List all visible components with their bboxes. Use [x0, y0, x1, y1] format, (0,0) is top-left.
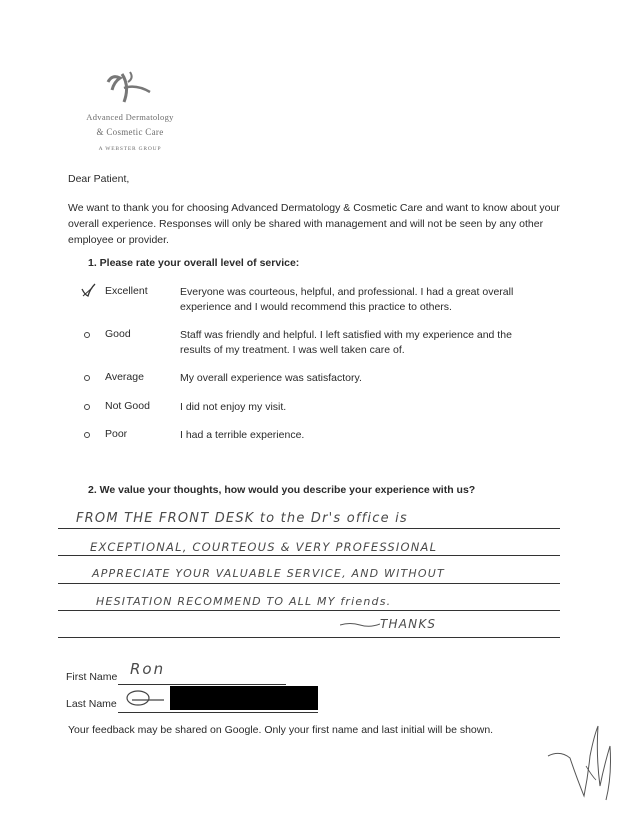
option-label: Average [105, 371, 144, 383]
answer-line [58, 637, 560, 638]
handwritten-answer-line: FROM THE FRONT DESK to the Dr's office is [76, 511, 408, 526]
signature-scribble [540, 716, 620, 816]
option-label: Not Good [105, 400, 150, 412]
answer-line [58, 583, 560, 584]
salutation: Dear Patient, [68, 173, 130, 185]
last-name-field[interactable] [118, 712, 318, 713]
question-2-title: 2. We value your thoughts, how would you describe your experience with us? [88, 484, 476, 496]
first-name-value[interactable]: Ron [130, 660, 166, 678]
logo-tagline: & Cosmetic Care [96, 127, 164, 137]
first-name-field[interactable] [118, 684, 286, 685]
handwritten-answer-line: APPRECIATE YOUR VALUABLE SERVICE, AND WITHOUT [92, 567, 445, 580]
flourish-icon [340, 620, 380, 628]
redaction-box [170, 686, 318, 710]
answer-line [58, 528, 560, 529]
handwritten-thanks: THANKS [380, 617, 437, 631]
last-name-label: Last Name [66, 698, 117, 710]
option-description: Staff was friendly and helpful. I left satisfied with my experience and the results of my treatment. I was well taken care of. [180, 329, 512, 356]
option-description: I did not enjoy my visit. [180, 401, 287, 413]
option-label: Poor [105, 428, 128, 440]
first-name-label: First Name [66, 671, 118, 683]
answer-line [58, 555, 560, 556]
radio-icon[interactable] [80, 371, 94, 384]
option-description: I had a terrible experience. [180, 429, 305, 441]
checkmark-icon[interactable] [80, 285, 94, 302]
handwritten-answer-line: HESITATION RECOMMEND TO ALL MY friends. [96, 595, 392, 608]
footer-note: Your feedback may be shared on Google. Only your first name and last initial will be shown. [68, 724, 494, 736]
answer-line [58, 610, 560, 611]
intro-paragraph: We want to thank you for choosing Advanced Dermatology & Cosmetic Care and want to know about your overall experience. Responses will only be shared with management and will not be seen by any other employee or provider. [68, 202, 560, 246]
option-label: Good [105, 328, 131, 340]
radio-icon[interactable] [80, 428, 94, 441]
option-description: Everyone was courteous, helpful, and professional. I had a great overall experience and I would recommend this practice to others. [180, 286, 514, 313]
question-1-title: 1. Please rate your overall level of service: [88, 257, 300, 269]
handwritten-answer-line: EXCEPTIONAL, COURTEOUS & VERY PROFESSIONAL [90, 540, 438, 554]
stylized-figure-logo-icon [100, 70, 156, 106]
logo-group-name: A WEBSTER GROUP [98, 146, 162, 152]
option-description: My overall experience was satisfactory. [180, 372, 362, 384]
last-name-initial-scribble [124, 688, 170, 708]
radio-icon[interactable] [80, 328, 94, 341]
option-label: Excellent [105, 285, 148, 297]
radio-icon[interactable] [80, 400, 94, 413]
logo-name-line: Advanced Dermatology [86, 112, 174, 122]
